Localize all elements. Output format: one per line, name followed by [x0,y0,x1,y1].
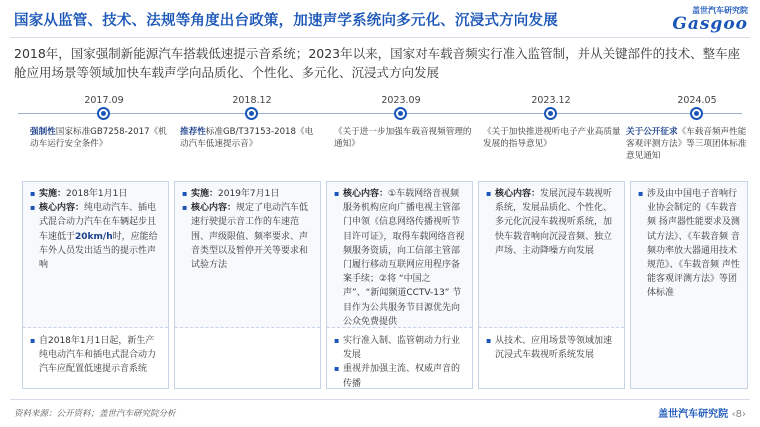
policy-type: 强制性 [30,127,56,137]
policy-column [326,181,473,389]
footer-brand-name: 盖世汽车研究院 [658,409,729,420]
impact-item: ▪ 从技术、应用场景等领域加速沉浸式车载视听系统发展 [486,334,617,362]
header [0,0,760,38]
core-content-item: ▪ 涉及由中国电子音响行业协会制定的《车载音频 扬声器性能要求及测试方法》、《车载音频 音频功率放大器通用技术规范》、《车载音频 声性能客观评测方法》等团体标准 [638,187,740,301]
policy-column [22,181,169,389]
page-number: 8 [735,409,742,420]
timeline-year: 2018.12 [232,95,272,106]
source-note: 资料来源：公开资料；盖世汽车研究院分析 [14,409,176,419]
timeline-year: 2017.09 [84,95,124,106]
policy-impact [175,328,320,334]
brand-name-en: Gasgoo [672,14,748,34]
brand-logo [652,4,748,34]
timeline-node [690,107,703,120]
core-content-item: ▪ 核心内容：发展沉浸车载视听系统，发展品质化、个性化、多元化沉浸车载视听系统，加快车载音响向沉浸音频、独立声场、主动降噪方向发展 [486,187,617,258]
policy-details [479,182,624,328]
impact-item: ▪ 自2018年1月1日起，新生产纯电动汽车和插电式混合动力汽车应配置低速提示音系统 [30,334,161,377]
timeline-axis [18,113,742,114]
header-divider [10,37,750,38]
policy-impact [23,328,168,377]
policy-details [327,182,472,328]
policy-name: 国家标准GB7258-2017《机动车运行安全条件》 [30,127,167,149]
core-content-item: ▪ 核心内容：纯电动汽车、插电式混合动力汽车在车辆起步且车速低于20km/h时，应能给车外人员发出适当的提示性声响 [30,201,161,272]
policy-impact [327,328,472,391]
policy-title [180,126,320,150]
policy-name: 《车载音频声性能客观评测方法》等三项团体标准意见通知 [626,127,747,161]
timeline-node [394,107,407,120]
timeline-year: 2023.12 [531,95,571,106]
policy-type: 关于公开征求 [626,127,678,137]
policy-name: 《关于进一步加强车载音视频管理的通知》 [334,127,472,149]
policy-column [630,181,748,389]
policy-details [631,182,747,388]
policy-type: 推荐性 [180,127,206,137]
timeline-node [97,107,110,120]
policy-details [23,182,168,328]
timeline-node [245,107,258,120]
timeline-year: 2024.05 [677,95,717,106]
core-content-item: ▪ 核心内容：规定了电动汽车低速行驶提示音工作的车速范围、声级限值、频率要求、声音类型以及暂停开关等要求和试验方法 [182,201,313,272]
footer-divider [10,399,750,400]
intro-paragraph: 2018年，国家强制新能源汽车搭载低速提示音系统；2023年以来，国家对车载音频实行准入监管制，并从关键部件的技术、整车座舱应用场景等领域加快车载声学向品质化、个性化、多元化、沉浸式方向发展 [14,46,741,80]
policy-title [626,126,754,162]
policy-details [175,182,320,328]
policy-name: 《关于加快推进视听电子产业高质量发展的指导意见》 [483,127,621,149]
policy-title [30,126,170,150]
timeline-year: 2023.09 [381,95,421,106]
impact-item: ▪ 重视并加强主流、权威声音的传播 [334,362,465,390]
policy-column [174,181,321,389]
policy-impact [479,328,624,362]
policy-title [483,126,623,150]
policy-name: 标准GB/T37153-2018《电动汽车低速提示音》 [180,127,314,149]
page-title: 国家从监管、技术、法规等角度出台政策，加速声学系统向多元化、沉浸式方向发展 [14,13,558,29]
core-content-item: ▪ 核心内容：①车载网络音视频服务机构应向广播电视主管部门申领《信息网络传播视听节目许可证》，取得车载网络音视频服务资质，向工信部主管部门履行移动互联网应用程序备案手续；②将 “中国之声”、“新闻频道CCTV-13” 节目作为公共服务节目源优先向公众免费提供 [334,187,465,329]
impact-item: ▪ 实行准入制、监管朝动力行业发展 [334,334,465,362]
policy-title [334,126,474,150]
timeline-node [544,107,557,120]
policy-column [478,181,625,389]
implementation-item: ▪ 实施：2019年7月1日 [182,187,313,201]
footer-brand: 盖世汽车研究院 ‹8› [658,409,746,420]
brand-name-cn: 盖世汽车研究院 [692,6,748,15]
implementation-item: ▪ 实施：2018年1月1日 [30,187,161,201]
